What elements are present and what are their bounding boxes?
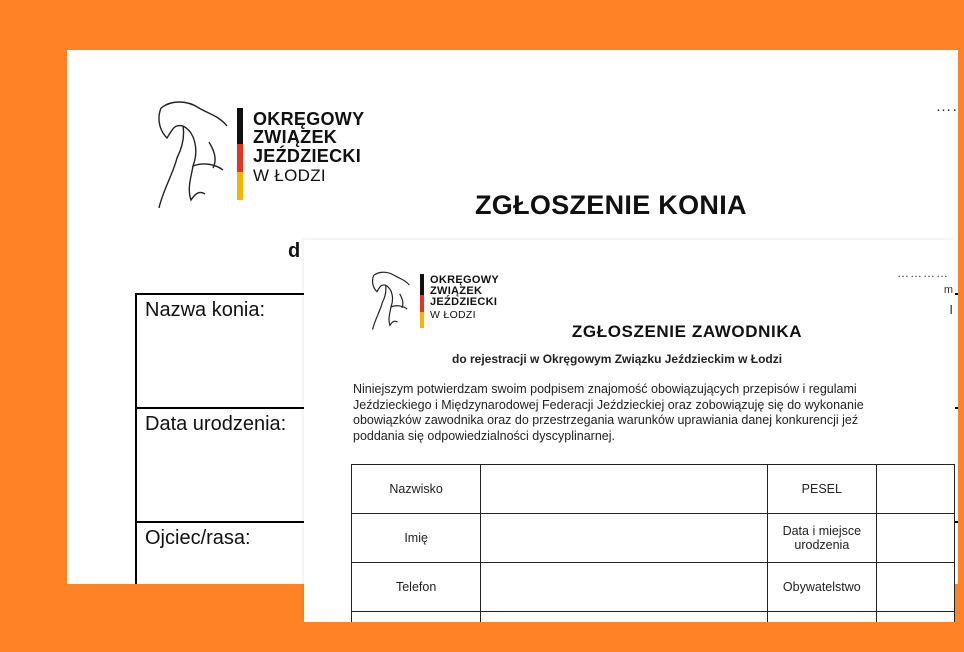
page-title: ZGŁOSZENIE ZAWODNIKA (571, 322, 803, 341)
logo-wordmark (430, 275, 499, 320)
rider-data-table (351, 464, 955, 622)
declaration-line: obowiązków zawodnika oraz do przestrzegania warunków uprawiania danej konkurencji jeź (353, 413, 859, 427)
table-row (352, 514, 955, 563)
side-mark: m (943, 284, 953, 296)
page-title: ZGŁOSZENIE KONIA (475, 190, 747, 220)
field-label: Ojciec/rasa: (145, 527, 251, 549)
logo-line-1: OKRĘGOWY (430, 274, 500, 286)
signature-dots: …. (935, 98, 958, 115)
field-value[interactable] (876, 563, 954, 612)
logo-line-3: JEŹDZIECKI (253, 145, 362, 166)
declaration-text (353, 382, 955, 444)
page-subtitle: do rejestracji w Okręgowym Związku Jeździeckim w Łodzi (452, 352, 783, 366)
field-label: Obywatelstwo (767, 563, 876, 612)
declaration-line: Jeździeckiego i Międzynarodowej Federacji Jeździeckiej oraz zobowiązuję się do wykonanie (353, 397, 864, 412)
side-mark: I (949, 302, 953, 317)
field-value[interactable] (481, 563, 768, 612)
signature-dots: ………… (897, 266, 949, 280)
declaration-line: poddania się odpowiedzialności dyscyplinarnej. (353, 428, 615, 443)
field-value[interactable] (481, 514, 768, 563)
logo-line-4: W ŁODZI (430, 308, 476, 321)
logo-wordmark (253, 110, 364, 184)
page-subtitle: d (288, 240, 301, 262)
field-value[interactable] (481, 465, 768, 514)
field-value[interactable] (876, 514, 954, 563)
logo-line-4: W ŁODZI (253, 166, 326, 186)
logo-line-3: JEŹDZIECKI (430, 296, 498, 309)
field-label: Imię (352, 514, 481, 563)
logo-color-bar (237, 108, 243, 200)
field-label: Telefon (352, 563, 481, 612)
table-row (352, 612, 955, 623)
logo-line-1: OKRĘGOWY (253, 109, 365, 129)
logo-line-2: ZWIĄZEK (430, 285, 483, 298)
horse-icon (153, 98, 233, 216)
field-label: Nazwa konia: (145, 299, 266, 321)
field-label: Data urodzenia: (145, 413, 287, 435)
table-row (352, 563, 955, 612)
declaration-line: Niniejszym potwierdzam swoim podpisem znajomość obowiązujących przepisów i regulami (353, 382, 857, 396)
field-label: PESEL (767, 465, 876, 514)
rider-registration-form (304, 240, 955, 622)
field-value[interactable] (876, 465, 954, 514)
logo-line-2: ZWIĄZEK (253, 127, 338, 148)
table-row (352, 465, 955, 514)
field-label: Nazwisko (352, 465, 481, 514)
field-label: Data i miejsce urodzenia (767, 514, 876, 563)
logo-color-bar (420, 274, 424, 328)
